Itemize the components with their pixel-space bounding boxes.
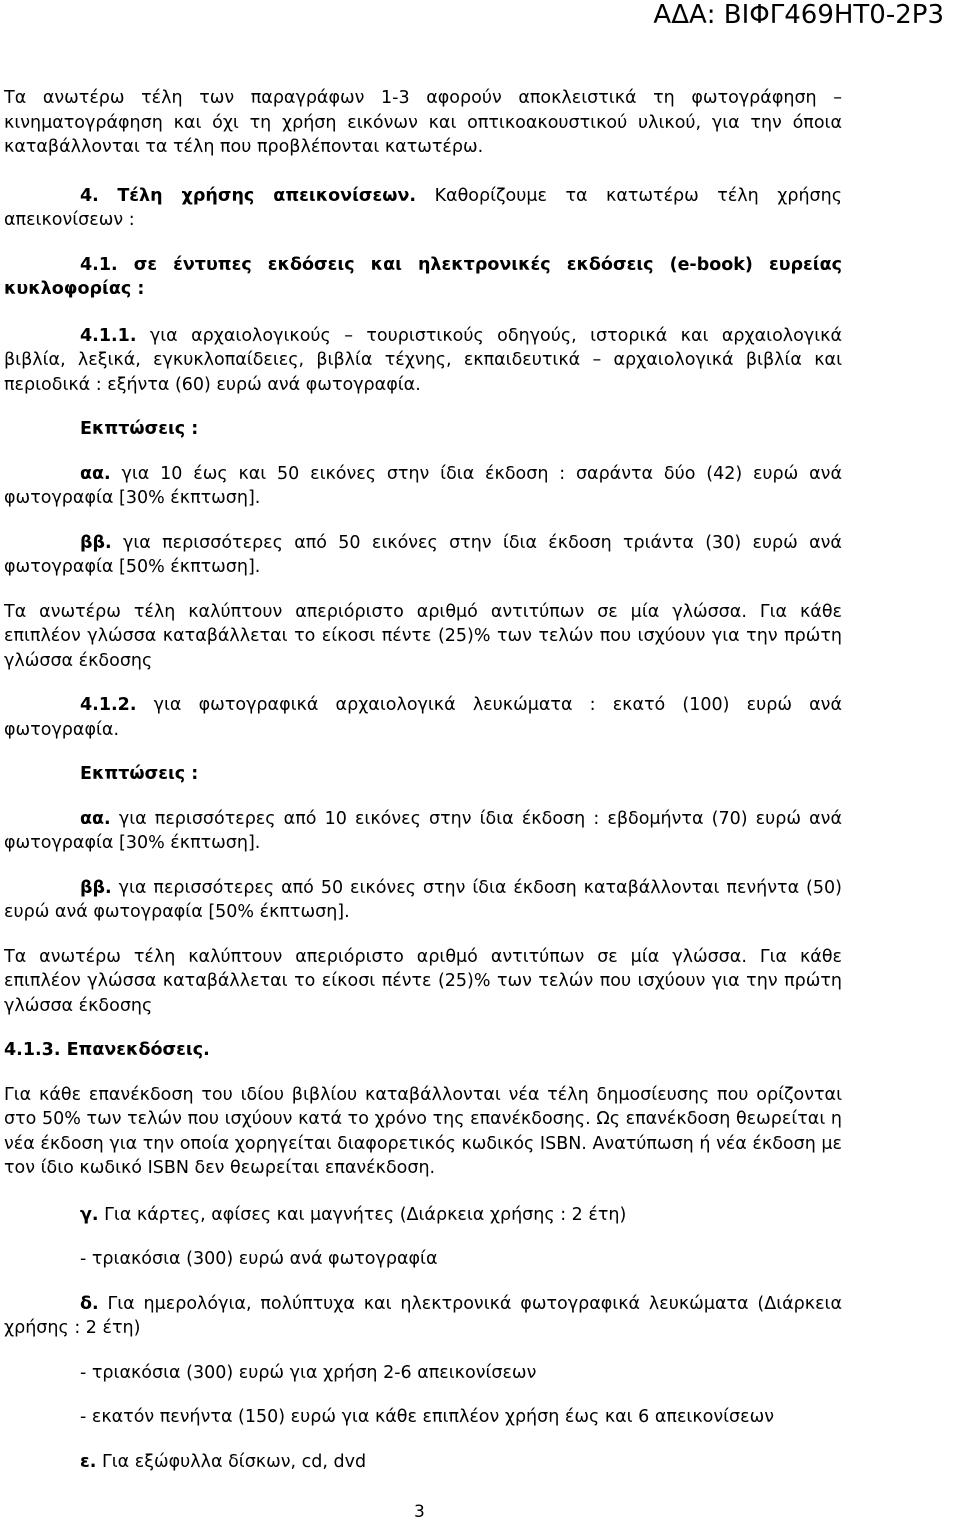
item-g-label: γ. <box>80 1204 99 1225</box>
section-4-1-3-title: 4.1.3. Επανεκδόσεις. <box>4 1040 210 1060</box>
item-d-fee-1: - τριακόσια (300) ευρώ για χρήση 2-6 απεικονίσεων <box>80 1362 537 1383</box>
discount-2a-label: αα. <box>80 808 111 829</box>
document-code: ΑΔΑ: ΒΙΦΓ469ΗΤ0-2Ρ3 <box>653 0 944 30</box>
section-4-1-1 <box>4 324 842 398</box>
discount-2a <box>4 807 842 856</box>
discount-2b-label: ββ. <box>80 877 112 898</box>
discount-1b-text: για περισσότερες από 50 εικόνες στην ίδια έκδοση τριάντα (30) ευρώ ανά φωτογραφία [50% έκπτωση]. <box>4 532 842 577</box>
item-d-text: Για ημερολόγια, πολύπτυχα και ηλεκτρονικά φωτογραφικά λευκώματα (Διάρκεια χρήσης : 2 έτη) <box>4 1293 842 1338</box>
page-number: 3 <box>414 1502 425 1522</box>
discount-1a <box>4 462 842 511</box>
section-4-1-1-text: για αρχαιολογικούς – τουριστικούς οδηγούς, ιστορικά και αρχαιολογικά βιβλία, λεξικά, εγκυκλοπαίδειες, βιβλία τέχνης, εκπαιδευτικά – αρχαιολογικά βιβλία και περιοδικά : εξήντα (60) ευρώ ανά φωτογραφία. <box>4 325 842 395</box>
section-4-number: 4. <box>80 185 99 206</box>
document-body <box>4 86 842 1474</box>
language-note-2: Τα ανωτέρω τέλη καλύπτουν απεριόριστο αριθμό αντιτύπων σε μία γλώσσα. Για κάθε επιπλέον γλώσσα καταβάλλεται το είκοσι πέντε (25)% των τελών που ισχύουν για την πρώτη γλώσσα έκδοσης <box>4 946 842 1016</box>
section-4-text: Καθορίζουμε τα κατωτέρω τέλη χρήσης απεικονίσεων : <box>4 185 842 230</box>
section-4-1 <box>4 253 842 302</box>
section-4 <box>4 184 842 233</box>
item-g-fee: - τριακόσια (300) ευρώ ανά φωτογραφία <box>80 1249 438 1269</box>
intro-paragraph: Τα ανωτέρω τέλη των παραγράφων 1-3 αφορούν αποκλειστικά τη φωτογράφηση – κινηματογράφηση και όχι τη χρήση εικόνων και οπτικοακουστικού υλικού, για την όποια καταβάλλονται τα τέλη που προβλέπονται κατωτέρω. <box>4 88 842 157</box>
section-4-1-title: σε έντυπες εκδόσεις και ηλεκτρονικές εκδόσεις (e-book) ευρείας κυκλοφορίας : <box>4 254 842 299</box>
discount-1b <box>4 531 842 580</box>
section-4-1-2-number: 4.1.2. <box>80 695 137 715</box>
item-d-fee-2: - εκατόν πενήντα (150) ευρώ για κάθε επιπλέον χρήση έως και 6 απεικονίσεων <box>80 1407 775 1427</box>
section-4-title: Τέλη χρήσης απεικονίσεων. <box>117 185 417 206</box>
discounts-heading-1: Εκπτώσεις : <box>80 419 199 439</box>
item-e <box>4 1450 842 1475</box>
discount-1a-label: αα. <box>80 463 111 484</box>
discount-2b <box>4 876 842 925</box>
section-4-1-2-text: για φωτογραφικά αρχαιολογικά λευκώματα : εκατό (100) ευρώ ανά φωτογραφία. <box>4 695 842 740</box>
section-4-1-1-number: 4.1.1. <box>80 325 137 346</box>
item-d-label: δ. <box>80 1293 99 1314</box>
section-4-1-3-text: Για κάθε επανέκδοση του ιδίου βιβλίου καταβάλλονται νέα τέλη δημοσίευσης που ορίζονται στο 50% των τελών που ισχύουν κατά το χρόνο της επανέκδοσης. Ως επανέκδοση θεωρείται η νέα έκδοση για την οποία χορηγείται διαφορετικός κωδικός ISBN. Ανατύπωση ή νέα έκδοση με τον ίδιο κωδικό ISBN δεν θεωρείται επανέκδοση. <box>4 1084 842 1178</box>
language-note-1: Τα ανωτέρω τέλη καλύπτουν απεριόριστο αριθμό αντιτύπων σε μία γλώσσα. Για κάθε επιπλέον γλώσσα καταβάλλεται το είκοσι πέντε (25)% των τελών που ισχύουν για την πρώτη γλώσσα έκδοσης <box>4 601 842 671</box>
discounts-heading-2: Εκπτώσεις : <box>80 764 199 784</box>
section-4-1-number: 4.1. <box>80 254 118 275</box>
item-e-text: Για εξώφυλλα δίσκων, cd, dvd <box>101 1451 367 1472</box>
discount-2b-text: για περισσότερες από 50 εικόνες στην ίδια έκδοση καταβάλλονται πενήντα (50) ευρώ ανά φωτογραφία [50% έκπτωση]. <box>4 877 842 922</box>
discount-2a-text: για περισσότερες από 10 εικόνες στην ίδια έκδοση : εβδομήντα (70) ευρώ ανά φωτογραφία [30% έκπτωση]. <box>4 808 842 853</box>
discount-1a-text: για 10 έως και 50 εικόνες στην ίδια έκδοση : σαράντα δύο (42) ευρώ ανά φωτογραφία [30% έκπτωση]. <box>4 463 842 508</box>
item-g-text: Για κάρτες, αφίσες και μαγνήτες (Διάρκεια χρήσης : 2 έτη) <box>104 1204 627 1225</box>
item-g <box>4 1203 842 1228</box>
item-e-label: ε. <box>80 1451 97 1472</box>
discount-1b-label: ββ. <box>80 532 112 553</box>
item-d <box>4 1292 842 1341</box>
section-4-1-2 <box>4 693 842 742</box>
